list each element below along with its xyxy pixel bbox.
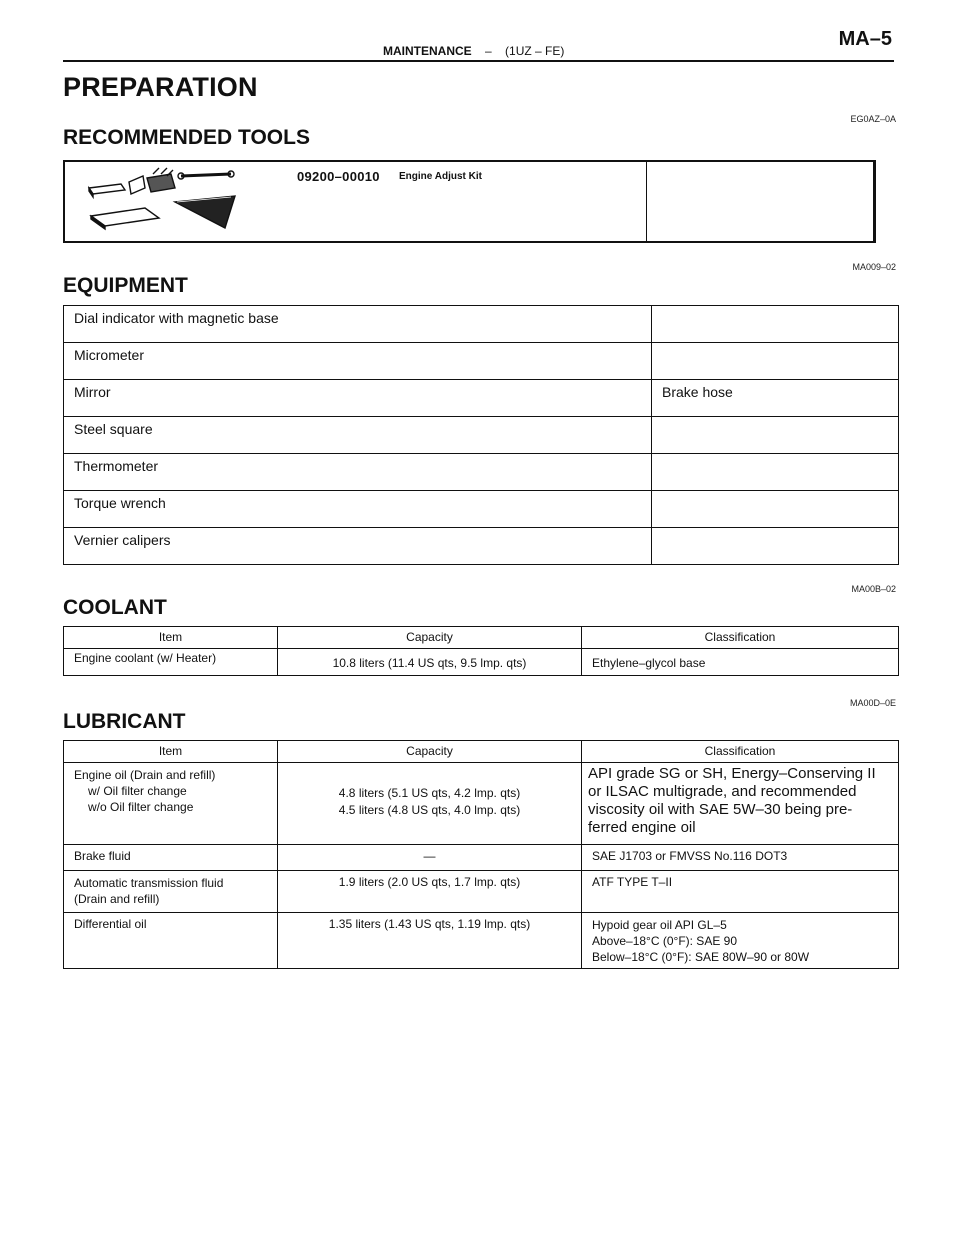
equipment-item: Mirror [64, 380, 652, 417]
equipment-note [652, 417, 899, 454]
column-header-classification: Classification [582, 627, 899, 649]
tools-cell-main [65, 162, 647, 241]
column-header-capacity: Capacity [278, 627, 582, 649]
diff-oil-item: Differential oil [64, 913, 278, 969]
engine-oil-item: Engine oil (Drain and refill) w/ Oil filter change w/o Oil filter change [64, 763, 278, 845]
atf-item: Automatic transmission fluid (Drain and refill) [64, 871, 278, 913]
equipment-item: Steel square [64, 417, 652, 454]
equipment-table [63, 305, 899, 565]
equipment-item: Thermometer [64, 454, 652, 491]
table-row [64, 454, 899, 491]
column-header-item: Item [64, 741, 278, 763]
tools-table [63, 160, 876, 243]
table-row [64, 417, 899, 454]
page-header [63, 28, 894, 62]
equipment-note [652, 454, 899, 491]
tools-cell-note [647, 162, 874, 241]
table-row [64, 343, 899, 380]
atf-capacity: 1.9 liters (2.0 US qts, 1.7 lmp. qts) [278, 871, 582, 913]
brake-fluid-classification: SAE J1703 or FMVSS No.116 DOT3 [582, 845, 899, 871]
table-header-row [64, 627, 899, 649]
tools-title: RECOMMENDED TOOLS [63, 126, 310, 149]
brake-fluid-item: Brake fluid [64, 845, 278, 871]
engine-oil-classification: API grade SG or SH, Energy–Conserving II or ILSAC multigrade, and recommended viscosity oil with SAE 5W–30 being pre- ferred engine oil [582, 763, 899, 845]
lubricant-code: MA00D–0E [849, 698, 896, 708]
equipment-item: Vernier calipers [64, 528, 652, 565]
table-header-row [64, 741, 899, 763]
tools-code: EG0AZ–0A [850, 114, 896, 124]
equipment-note [652, 491, 899, 528]
tool-part-number: 09200–00010 [297, 169, 380, 184]
column-header-classification: Classification [582, 741, 899, 763]
tool-name: Engine Adjust Kit [399, 171, 482, 182]
coolant-capacity: 10.8 liters (11.4 US qts, 9.5 lmp. qts) [278, 649, 582, 676]
table-row [64, 763, 899, 845]
lubricant-table [63, 740, 899, 969]
page-title: PREPARATION [63, 72, 258, 102]
table-row [64, 845, 899, 871]
equipment-item: Torque wrench [64, 491, 652, 528]
coolant-classification: Ethylene–glycol base [582, 649, 899, 676]
table-row [64, 306, 899, 343]
engine-adjust-kit-illustration [85, 166, 275, 236]
coolant-code: MA00B–02 [851, 584, 896, 594]
column-header-item: Item [64, 627, 278, 649]
diff-oil-capacity: 1.35 liters (1.43 US qts, 1.19 lmp. qts) [278, 913, 582, 969]
atf-classification: ATF TYPE T–II [582, 871, 899, 913]
equipment-item: Dial indicator with magnetic base [64, 306, 652, 343]
equipment-note [652, 528, 899, 565]
equipment-note [652, 306, 899, 343]
lubricant-title: LUBRICANT [63, 710, 186, 733]
equipment-item: Micrometer [64, 343, 652, 380]
header-section: MAINTENANCE – (1UZ – FE) [383, 44, 565, 58]
engine-oil-capacity: 4.8 liters (5.1 US qts, 4.2 lmp. qts) 4.5 liters (4.8 US qts, 4.0 lmp. qts) [278, 763, 582, 845]
coolant-item: Engine coolant (w/ Heater) [64, 649, 278, 676]
diff-oil-classification: Hypoid gear oil API GL–5 Above–18°C (0°F): SAE 90 Below–18°C (0°F): SAE 80W–90 or 80W [582, 913, 899, 969]
table-row [64, 528, 899, 565]
equipment-code: MA009–02 [852, 262, 896, 272]
page-number: MA–5 [838, 28, 892, 50]
equipment-title: EQUIPMENT [63, 274, 188, 297]
table-row [64, 491, 899, 528]
coolant-table [63, 626, 899, 676]
column-header-capacity: Capacity [278, 741, 582, 763]
equipment-note: Brake hose [652, 380, 899, 417]
equipment-note [652, 343, 899, 380]
table-row [64, 871, 899, 913]
coolant-title: COOLANT [63, 596, 167, 619]
table-row [64, 380, 899, 417]
brake-fluid-capacity: — [278, 845, 582, 871]
table-row [64, 649, 899, 676]
table-row [64, 913, 899, 969]
